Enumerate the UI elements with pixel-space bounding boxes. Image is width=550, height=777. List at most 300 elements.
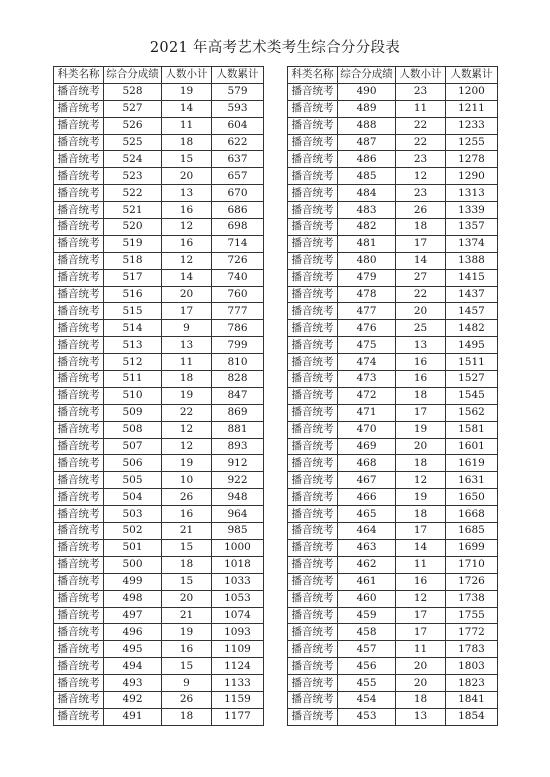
table-row — [288, 235, 498, 252]
cell-score: 515 — [104, 303, 162, 320]
cell-subject: 播音统考 — [54, 691, 104, 708]
cell-cumulative: 1374 — [446, 235, 498, 252]
cell-score: 496 — [104, 624, 162, 641]
cell-score: 499 — [104, 573, 162, 590]
cell-count: 14 — [162, 269, 212, 286]
cell-count: 16 — [162, 235, 212, 252]
cell-cumulative: 1495 — [446, 337, 498, 354]
cell-subject: 播音统考 — [54, 607, 104, 624]
cell-subject: 播音统考 — [288, 252, 338, 269]
table-row — [54, 539, 264, 556]
table-row — [288, 337, 498, 354]
cell-score: 527 — [104, 100, 162, 117]
cell-count: 15 — [162, 539, 212, 556]
cell-count: 19 — [396, 421, 446, 438]
cell-count: 22 — [396, 134, 446, 151]
table-row — [288, 438, 498, 455]
cell-count: 17 — [396, 235, 446, 252]
table-row — [288, 607, 498, 624]
cell-score: 455 — [338, 675, 396, 692]
cell-count: 12 — [162, 252, 212, 269]
table-row — [288, 404, 498, 421]
cell-count: 20 — [162, 286, 212, 303]
cell-count: 20 — [396, 658, 446, 675]
cell-score: 457 — [338, 641, 396, 658]
cell-score: 476 — [338, 320, 396, 337]
cell-subject: 播音统考 — [288, 303, 338, 320]
table-row — [288, 354, 498, 371]
table-row — [288, 83, 498, 100]
cell-count: 22 — [396, 286, 446, 303]
cell-cumulative: 1482 — [446, 320, 498, 337]
table-row — [288, 269, 498, 286]
table-row — [288, 556, 498, 573]
table-row — [54, 185, 264, 202]
cell-subject: 播音统考 — [288, 134, 338, 151]
cell-count: 20 — [162, 590, 212, 607]
cell-subject: 播音统考 — [288, 235, 338, 252]
cell-cumulative: 1772 — [446, 624, 498, 641]
cell-cumulative: 1650 — [446, 489, 498, 506]
cell-score: 520 — [104, 219, 162, 236]
cell-cumulative: 869 — [212, 404, 264, 421]
cell-subject: 播音统考 — [54, 590, 104, 607]
cell-score: 519 — [104, 235, 162, 252]
table-row — [54, 607, 264, 624]
cell-count: 13 — [162, 337, 212, 354]
cell-subject: 播音统考 — [54, 286, 104, 303]
cell-subject: 播音统考 — [54, 421, 104, 438]
cell-count: 18 — [396, 506, 446, 523]
table-row — [54, 252, 264, 269]
cell-score: 517 — [104, 269, 162, 286]
table-row — [54, 354, 264, 371]
header-count: 人数小计 — [396, 67, 446, 84]
table-row — [54, 590, 264, 607]
cell-score: 490 — [338, 83, 396, 100]
cell-count: 18 — [396, 455, 446, 472]
cell-subject: 播音统考 — [288, 472, 338, 489]
cell-cumulative: 622 — [212, 134, 264, 151]
cell-cumulative: 740 — [212, 269, 264, 286]
table-row — [288, 523, 498, 540]
cell-count: 18 — [396, 219, 446, 236]
cell-subject: 播音统考 — [288, 421, 338, 438]
table-row — [54, 489, 264, 506]
cell-cumulative: 893 — [212, 438, 264, 455]
cell-score: 484 — [338, 185, 396, 202]
cell-count: 16 — [396, 354, 446, 371]
cell-subject: 播音统考 — [288, 202, 338, 219]
cell-cumulative: 1738 — [446, 590, 498, 607]
table-row — [54, 455, 264, 472]
cell-count: 19 — [162, 83, 212, 100]
cell-cumulative: 1255 — [446, 134, 498, 151]
cell-count: 17 — [396, 523, 446, 540]
table-body-left — [54, 83, 264, 725]
cell-subject: 播音统考 — [54, 337, 104, 354]
cell-subject: 播音统考 — [288, 590, 338, 607]
table-row — [54, 573, 264, 590]
cell-subject: 播音统考 — [288, 269, 338, 286]
cell-subject: 播音统考 — [54, 455, 104, 472]
cell-cumulative: 881 — [212, 421, 264, 438]
cell-count: 23 — [396, 83, 446, 100]
table-header-row — [288, 67, 498, 84]
cell-cumulative: 714 — [212, 235, 264, 252]
cell-count: 13 — [396, 708, 446, 725]
cell-subject: 播音统考 — [288, 286, 338, 303]
table-row — [54, 168, 264, 185]
cell-score: 485 — [338, 168, 396, 185]
cell-score: 473 — [338, 371, 396, 388]
table-row — [288, 421, 498, 438]
table-row — [288, 675, 498, 692]
cell-count: 18 — [162, 556, 212, 573]
cell-cumulative: 912 — [212, 455, 264, 472]
cell-subject: 播音统考 — [54, 202, 104, 219]
table-row — [54, 641, 264, 658]
cell-score: 475 — [338, 337, 396, 354]
cell-count: 16 — [162, 641, 212, 658]
cell-cumulative: 810 — [212, 354, 264, 371]
cell-count: 14 — [396, 539, 446, 556]
cell-count: 17 — [396, 607, 446, 624]
cell-cumulative: 1124 — [212, 658, 264, 675]
cell-score: 467 — [338, 472, 396, 489]
cell-score: 461 — [338, 573, 396, 590]
cell-cumulative: 786 — [212, 320, 264, 337]
cell-subject: 播音统考 — [288, 675, 338, 692]
cell-cumulative: 1601 — [446, 438, 498, 455]
cell-score: 504 — [104, 489, 162, 506]
header-score: 综合分成绩 — [338, 67, 396, 84]
cell-subject: 播音统考 — [54, 354, 104, 371]
table-row — [54, 337, 264, 354]
score-tables — [53, 66, 498, 723]
table-row — [288, 168, 498, 185]
header-subject: 科类名称 — [54, 67, 104, 84]
cell-subject: 播音统考 — [288, 455, 338, 472]
cell-cumulative: 1527 — [446, 371, 498, 388]
table-row — [288, 219, 498, 236]
cell-cumulative: 1200 — [446, 83, 498, 100]
cell-cumulative: 1290 — [446, 168, 498, 185]
cell-cumulative: 1631 — [446, 472, 498, 489]
cell-score: 500 — [104, 556, 162, 573]
table-row — [288, 624, 498, 641]
cell-count: 19 — [162, 387, 212, 404]
cell-count: 12 — [162, 219, 212, 236]
cell-score: 497 — [104, 607, 162, 624]
cell-subject: 播音统考 — [288, 219, 338, 236]
header-cumulative: 人数累计 — [212, 67, 264, 84]
cell-cumulative: 1211 — [446, 100, 498, 117]
cell-count: 18 — [162, 371, 212, 388]
cell-score: 477 — [338, 303, 396, 320]
score-table-left — [53, 66, 264, 726]
cell-score: 458 — [338, 624, 396, 641]
table-row — [54, 438, 264, 455]
cell-score: 509 — [104, 404, 162, 421]
table-row — [288, 641, 498, 658]
cell-cumulative: 1357 — [446, 219, 498, 236]
cell-subject: 播音统考 — [288, 658, 338, 675]
table-row — [54, 117, 264, 134]
cell-count: 16 — [162, 506, 212, 523]
cell-score: 506 — [104, 455, 162, 472]
cell-score: 489 — [338, 100, 396, 117]
cell-subject: 播音统考 — [288, 371, 338, 388]
cell-count: 18 — [162, 134, 212, 151]
cell-score: 468 — [338, 455, 396, 472]
cell-count: 21 — [162, 523, 212, 540]
table-row — [54, 691, 264, 708]
table-row — [54, 320, 264, 337]
table-row — [288, 202, 498, 219]
cell-subject: 播音统考 — [288, 691, 338, 708]
cell-count: 17 — [396, 404, 446, 421]
cell-subject: 播音统考 — [288, 117, 338, 134]
cell-cumulative: 799 — [212, 337, 264, 354]
cell-cumulative: 1053 — [212, 590, 264, 607]
cell-cumulative: 777 — [212, 303, 264, 320]
cell-subject: 播音统考 — [54, 100, 104, 117]
cell-score: 469 — [338, 438, 396, 455]
table-row — [288, 252, 498, 269]
cell-count: 18 — [396, 387, 446, 404]
cell-score: 453 — [338, 708, 396, 725]
cell-subject: 播音统考 — [54, 269, 104, 286]
cell-cumulative: 1699 — [446, 539, 498, 556]
cell-subject: 播音统考 — [54, 219, 104, 236]
page-title: 2021 年高考艺术类考生综合分分段表 — [149, 40, 401, 56]
cell-count: 11 — [396, 641, 446, 658]
cell-cumulative: 1177 — [212, 708, 264, 725]
cell-count: 20 — [396, 675, 446, 692]
cell-score: 514 — [104, 320, 162, 337]
cell-subject: 播音统考 — [288, 489, 338, 506]
cell-count: 26 — [396, 202, 446, 219]
cell-subject: 播音统考 — [54, 252, 104, 269]
header-count: 人数小计 — [162, 67, 212, 84]
table-row — [288, 658, 498, 675]
table-row — [288, 590, 498, 607]
cell-subject: 播音统考 — [54, 624, 104, 641]
header-subject: 科类名称 — [288, 67, 338, 84]
cell-cumulative: 1581 — [446, 421, 498, 438]
cell-count: 23 — [396, 185, 446, 202]
cell-subject: 播音统考 — [54, 556, 104, 573]
table-row — [288, 134, 498, 151]
cell-score: 454 — [338, 691, 396, 708]
table-row — [288, 455, 498, 472]
cell-subject: 播音统考 — [54, 168, 104, 185]
cell-count: 12 — [396, 168, 446, 185]
cell-score: 518 — [104, 252, 162, 269]
cell-cumulative: 1159 — [212, 691, 264, 708]
cell-subject: 播音统考 — [54, 151, 104, 168]
cell-score: 465 — [338, 506, 396, 523]
cell-score: 513 — [104, 337, 162, 354]
cell-score: 522 — [104, 185, 162, 202]
cell-cumulative: 1278 — [446, 151, 498, 168]
cell-score: 505 — [104, 472, 162, 489]
table-row — [288, 371, 498, 388]
cell-count: 16 — [396, 573, 446, 590]
table-row — [54, 523, 264, 540]
cell-score: 495 — [104, 641, 162, 658]
cell-cumulative: 1619 — [446, 455, 498, 472]
cell-subject: 播音统考 — [288, 337, 338, 354]
table-body-right — [288, 83, 498, 725]
cell-cumulative: 760 — [212, 286, 264, 303]
cell-cumulative: 1388 — [446, 252, 498, 269]
cell-count: 19 — [162, 624, 212, 641]
cell-cumulative: 637 — [212, 151, 264, 168]
table-row — [288, 387, 498, 404]
cell-score: 483 — [338, 202, 396, 219]
cell-count: 9 — [162, 320, 212, 337]
cell-cumulative: 1710 — [446, 556, 498, 573]
cell-cumulative: 593 — [212, 100, 264, 117]
cell-subject: 播音统考 — [54, 472, 104, 489]
cell-count: 9 — [162, 675, 212, 692]
cell-count: 22 — [396, 117, 446, 134]
cell-subject: 播音统考 — [54, 438, 104, 455]
cell-count: 14 — [162, 100, 212, 117]
cell-subject: 播音统考 — [54, 539, 104, 556]
cell-score: 466 — [338, 489, 396, 506]
cell-subject: 播音统考 — [288, 539, 338, 556]
cell-cumulative: 1726 — [446, 573, 498, 590]
cell-subject: 播音统考 — [54, 675, 104, 692]
table-row — [288, 303, 498, 320]
cell-count: 25 — [396, 320, 446, 337]
cell-score: 459 — [338, 607, 396, 624]
cell-count: 20 — [396, 303, 446, 320]
cell-score: 516 — [104, 286, 162, 303]
cell-count: 22 — [162, 404, 212, 421]
cell-cumulative: 1783 — [446, 641, 498, 658]
cell-subject: 播音统考 — [54, 303, 104, 320]
cell-cumulative: 1511 — [446, 354, 498, 371]
cell-count: 13 — [162, 185, 212, 202]
cell-cumulative: 1457 — [446, 303, 498, 320]
table-row — [288, 185, 498, 202]
cell-cumulative: 1093 — [212, 624, 264, 641]
cell-cumulative: 948 — [212, 489, 264, 506]
cell-score: 456 — [338, 658, 396, 675]
cell-subject: 播音统考 — [54, 134, 104, 151]
cell-subject: 播音统考 — [288, 151, 338, 168]
cell-count: 12 — [162, 421, 212, 438]
cell-subject: 播音统考 — [288, 438, 338, 455]
cell-count: 26 — [162, 489, 212, 506]
cell-cumulative: 1133 — [212, 675, 264, 692]
table-row — [54, 83, 264, 100]
cell-subject: 播音统考 — [54, 117, 104, 134]
cell-cumulative: 1313 — [446, 185, 498, 202]
cell-subject: 播音统考 — [54, 506, 104, 523]
cell-score: 464 — [338, 523, 396, 540]
cell-score: 510 — [104, 387, 162, 404]
cell-subject: 播音统考 — [288, 607, 338, 624]
cell-count: 16 — [162, 202, 212, 219]
table-row — [54, 286, 264, 303]
table-row — [54, 404, 264, 421]
table-row — [288, 320, 498, 337]
cell-subject: 播音统考 — [54, 387, 104, 404]
cell-score: 523 — [104, 168, 162, 185]
header-cumulative: 人数累计 — [446, 67, 498, 84]
cell-score: 507 — [104, 438, 162, 455]
cell-score: 472 — [338, 387, 396, 404]
cell-subject: 播音统考 — [54, 320, 104, 337]
table-row — [288, 573, 498, 590]
table-row — [54, 371, 264, 388]
cell-cumulative: 985 — [212, 523, 264, 540]
cell-cumulative: 1074 — [212, 607, 264, 624]
cell-cumulative: 1854 — [446, 708, 498, 725]
cell-score: 511 — [104, 371, 162, 388]
cell-score: 503 — [104, 506, 162, 523]
cell-cumulative: 1755 — [446, 607, 498, 624]
cell-score: 462 — [338, 556, 396, 573]
cell-count: 17 — [396, 624, 446, 641]
cell-cumulative: 1339 — [446, 202, 498, 219]
cell-count: 18 — [396, 691, 446, 708]
cell-subject: 播音统考 — [54, 489, 104, 506]
table-row — [288, 691, 498, 708]
cell-score: 524 — [104, 151, 162, 168]
cell-count: 19 — [396, 489, 446, 506]
table-row — [288, 117, 498, 134]
cell-count: 17 — [162, 303, 212, 320]
cell-count: 15 — [162, 658, 212, 675]
cell-score: 525 — [104, 134, 162, 151]
cell-cumulative: 1803 — [446, 658, 498, 675]
cell-score: 512 — [104, 354, 162, 371]
cell-count: 11 — [396, 556, 446, 573]
cell-cumulative: 1018 — [212, 556, 264, 573]
cell-subject: 播音统考 — [54, 523, 104, 540]
cell-subject: 播音统考 — [54, 371, 104, 388]
cell-cumulative: 670 — [212, 185, 264, 202]
table-header-row — [54, 67, 264, 84]
cell-score: 521 — [104, 202, 162, 219]
cell-cumulative: 1437 — [446, 286, 498, 303]
cell-cumulative: 922 — [212, 472, 264, 489]
table-row — [54, 151, 264, 168]
table-row — [288, 100, 498, 117]
cell-score: 493 — [104, 675, 162, 692]
table-row — [54, 421, 264, 438]
cell-cumulative: 1000 — [212, 539, 264, 556]
table-row — [288, 489, 498, 506]
cell-count: 12 — [396, 590, 446, 607]
cell-count: 11 — [162, 354, 212, 371]
cell-score: 460 — [338, 590, 396, 607]
cell-score: 486 — [338, 151, 396, 168]
table-row — [288, 506, 498, 523]
cell-cumulative: 1562 — [446, 404, 498, 421]
cell-subject: 播音统考 — [288, 523, 338, 540]
cell-cumulative: 1233 — [446, 117, 498, 134]
cell-count: 16 — [396, 371, 446, 388]
table-row — [54, 387, 264, 404]
cell-count: 15 — [162, 573, 212, 590]
